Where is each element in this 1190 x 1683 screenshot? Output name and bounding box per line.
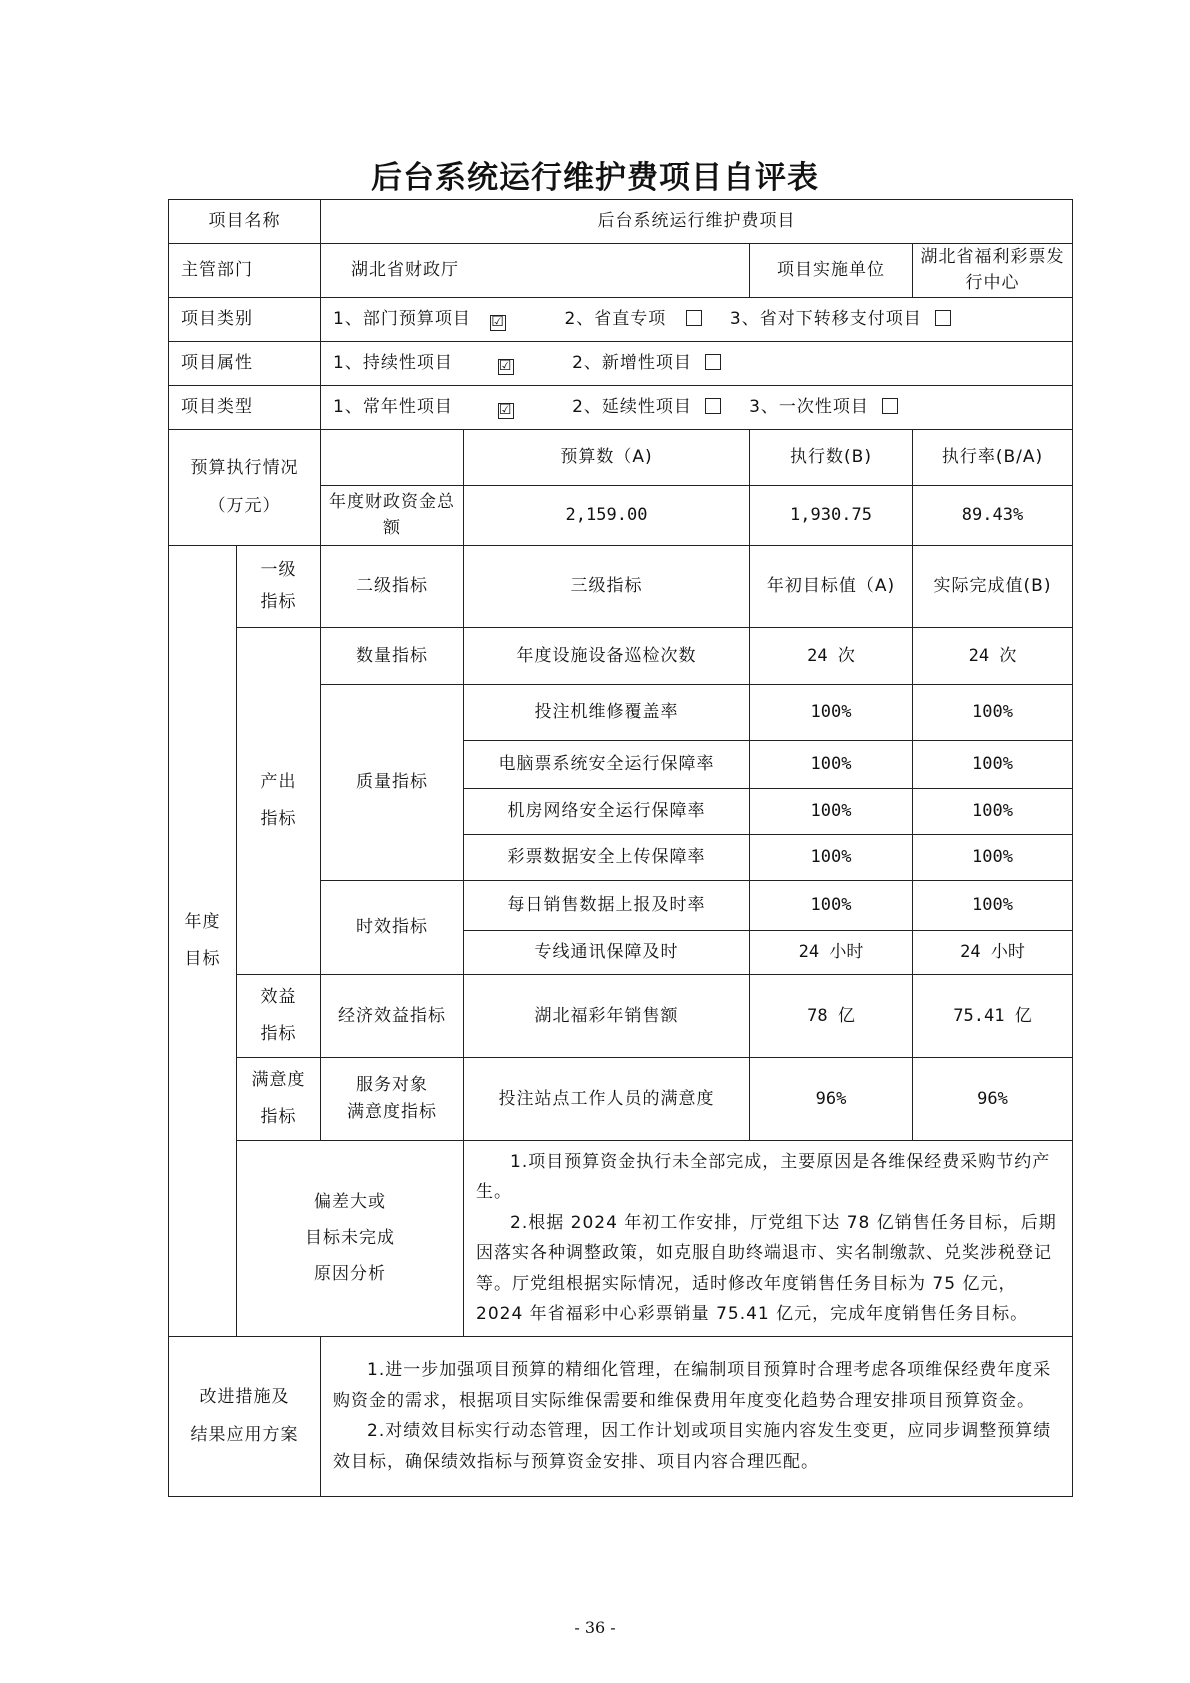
row-project-name (169, 200, 1073, 244)
checkbox[interactable]: ☑ (498, 402, 513, 419)
benefit-label-line1: 效益 (260, 987, 297, 1008)
checkbox[interactable] (705, 354, 721, 370)
checkbox[interactable]: ☑ (498, 358, 513, 375)
satisfaction-label-line1: 满意度 (251, 1070, 306, 1091)
output-label-line1: 产出 (260, 772, 297, 793)
quality-indicator-label: 质量指标 (321, 684, 464, 880)
indicator-name: 彩票数据安全上传保障率 (464, 834, 750, 880)
annual-goals-label-line1: 年度 (184, 912, 221, 933)
attribute-option-2 (572, 353, 721, 373)
type-option-3 (749, 397, 898, 417)
economic-indicator-label: 经济效益指标 (321, 974, 464, 1057)
row-goals-header (169, 545, 1073, 627)
category-option-3 (730, 309, 951, 329)
indicator-name: 电脑票系统安全运行保障率 (464, 740, 750, 788)
target-value: 96% (750, 1057, 913, 1140)
row-type (169, 385, 1073, 429)
target-value: 24 小时 (750, 930, 913, 974)
benefit-indicator-label (237, 974, 321, 1057)
budget-col-b: 执行数(B) (750, 429, 913, 485)
indicator-name: 湖北福彩年销售额 (464, 974, 750, 1057)
budget-label-line2: （万元） (208, 496, 281, 517)
budget-rate-value: 89.43% (913, 485, 1073, 545)
deviation-label-line2: 目标未完成 (305, 1228, 395, 1249)
improvement-label-line1: 改进措施及 (199, 1386, 290, 1407)
deviation-content (464, 1140, 1073, 1336)
option-text: 1、部门预算项目 (333, 309, 471, 330)
deviation-label-line3: 原因分析 (314, 1264, 386, 1285)
satisfaction-label-line2: 指标 (260, 1106, 297, 1127)
budget-label (169, 429, 321, 545)
target-header: 年初目标值（A) (750, 545, 913, 627)
page-title: 后台系统运行维护费项目自评表 (371, 160, 819, 196)
type-option-1 (333, 397, 514, 417)
indicator-name: 每日销售数据上报及时率 (464, 880, 750, 930)
budget-label-line1: 预算执行情况 (190, 457, 299, 478)
target-value: 100% (750, 834, 913, 880)
impl-unit-label: 项目实施单位 (750, 244, 913, 298)
impl-unit-value: 湖北省福利彩票发行中心 (913, 244, 1073, 298)
actual-value: 100% (913, 834, 1073, 880)
attribute-label: 项目属性 (169, 341, 321, 385)
self-evaluation-table (168, 199, 1073, 1497)
project-name-label: 项目名称 (169, 200, 321, 244)
budget-blank (321, 429, 464, 485)
target-value: 100% (750, 684, 913, 740)
indicator-name: 年度设施设备巡检次数 (464, 627, 750, 684)
category-option-1 (333, 309, 506, 329)
checkbox[interactable] (935, 310, 951, 326)
option-text: 2、省直专项 (564, 309, 667, 330)
row-department (169, 244, 1073, 298)
row-improvement (169, 1336, 1073, 1496)
improvement-paragraph-2: 2.对绩效目标实行动态管理，因工作计划或项目实施内容发生变更，应同步调整预算绩效目标，确保绩效指标与预算资金安排、项目内容合理匹配。 (333, 1421, 1052, 1472)
indicator-name: 投注机维修覆盖率 (464, 684, 750, 740)
indicator-name: 机房网络安全运行保障率 (464, 788, 750, 834)
budget-a-value: 2,159.00 (464, 485, 750, 545)
deviation-paragraph-1: 1.项目预算资金执行未全部完成，主要原因是各维保经费采购节约产生。 (476, 1151, 1051, 1203)
target-value: 78 亿 (750, 974, 913, 1057)
category-label: 项目类别 (169, 297, 321, 341)
service-label-line1: 服务对象 (356, 1075, 428, 1096)
actual-value: 24 次 (913, 627, 1073, 684)
benefit-label-line2: 指标 (260, 1023, 297, 1044)
category-option-2 (564, 309, 701, 329)
actual-value: 24 小时 (913, 930, 1073, 974)
option-text: 2、新增性项目 (572, 353, 692, 374)
output-indicator-label (237, 627, 321, 974)
page-number: - 36 - (574, 1618, 616, 1637)
row-budget-header (169, 429, 1073, 485)
type-options (321, 385, 1073, 429)
budget-col-a: 预算数（A) (464, 429, 750, 485)
deviation-label-line1: 偏差大或 (314, 1191, 386, 1212)
actual-value: 100% (913, 788, 1073, 834)
deviation-paragraph-2: 2.根据 2024 年初工作安排，厅党组下达 78 亿销售任务目标，后期因落实各种调整政策，如克服自助终端退市、实名制缴款、兑奖涉税登记等。厅党组根据实际情况，适时修改年度销售任务目标为 75 亿元，2024 年省福彩中心彩票销量 75.41 亿元，完成年度销售任务目标。 (476, 1212, 1057, 1325)
department-value: 湖北省财政厅 (321, 244, 750, 298)
level1-header-line2: 指标 (260, 592, 297, 613)
level1-header-line1: 一级 (260, 559, 297, 580)
option-text: 1、持续性项目 (333, 353, 453, 374)
target-value: 24 次 (750, 627, 913, 684)
output-label-line2: 指标 (260, 808, 297, 829)
checkbox[interactable] (686, 310, 702, 326)
attribute-options (321, 341, 1073, 385)
indicator-name: 专线通讯保障及时 (464, 930, 750, 974)
checkbox[interactable] (705, 398, 721, 414)
budget-col-rate: 执行率(B/A) (913, 429, 1073, 485)
improvement-content (321, 1336, 1073, 1496)
level1-header (237, 545, 321, 627)
actual-value: 100% (913, 740, 1073, 788)
actual-header: 实际完成值(B) (913, 545, 1073, 627)
annual-goals-label-line2: 目标 (184, 948, 221, 969)
service-label-line2: 满意度指标 (347, 1101, 437, 1122)
option-text: 3、一次性项目 (749, 397, 869, 418)
department-label: 主管部门 (169, 244, 321, 298)
level2-header: 二级指标 (321, 545, 464, 627)
project-name-value: 后台系统运行维护费项目 (321, 200, 1073, 244)
quantity-indicator-label: 数量指标 (321, 627, 464, 684)
improvement-label-line2: 结果应用方案 (190, 1425, 299, 1446)
target-value: 100% (750, 740, 913, 788)
actual-value: 100% (913, 880, 1073, 930)
improvement-label (169, 1336, 321, 1496)
table-row (169, 974, 1073, 1057)
attribute-option-1 (333, 353, 514, 373)
satisfaction-indicator-label (237, 1057, 321, 1140)
indicator-name: 投注站点工作人员的满意度 (464, 1057, 750, 1140)
option-text: 3、省对下转移支付项目 (729, 309, 922, 330)
table-row (169, 1057, 1073, 1140)
row-category (169, 297, 1073, 341)
type-option-2 (572, 397, 721, 417)
timeliness-indicator-label: 时效指标 (321, 880, 464, 974)
improvement-paragraph-1: 1.进一步加强项目预算的精细化管理，在编制项目预算时合理考虑各项维保经费年度采购资金的需求，根据项目实际维保需要和维保费用年度变化趋势合理安排项目预算资金。 (333, 1360, 1052, 1411)
level3-header: 三级指标 (464, 545, 750, 627)
annual-goals-label (169, 545, 237, 1336)
table-row (169, 627, 1073, 684)
checkbox[interactable] (882, 398, 898, 414)
budget-b-value: 1,930.75 (750, 485, 913, 545)
option-text: 2、延续性项目 (572, 397, 692, 418)
actual-value: 100% (913, 684, 1073, 740)
budget-row-label: 年度财政资金总额 (321, 485, 464, 545)
option-text: 1、常年性项目 (333, 397, 453, 418)
checkbox[interactable]: ☑ (491, 314, 505, 331)
row-attribute (169, 341, 1073, 385)
target-value: 100% (750, 788, 913, 834)
target-value: 100% (750, 880, 913, 930)
deviation-label (237, 1140, 464, 1336)
actual-value: 96% (913, 1057, 1073, 1140)
service-satisfaction-label (321, 1057, 464, 1140)
type-label: 项目类型 (169, 385, 321, 429)
category-options (321, 297, 1073, 341)
actual-value: 75.41 亿 (913, 974, 1073, 1057)
row-deviation (169, 1140, 1073, 1336)
